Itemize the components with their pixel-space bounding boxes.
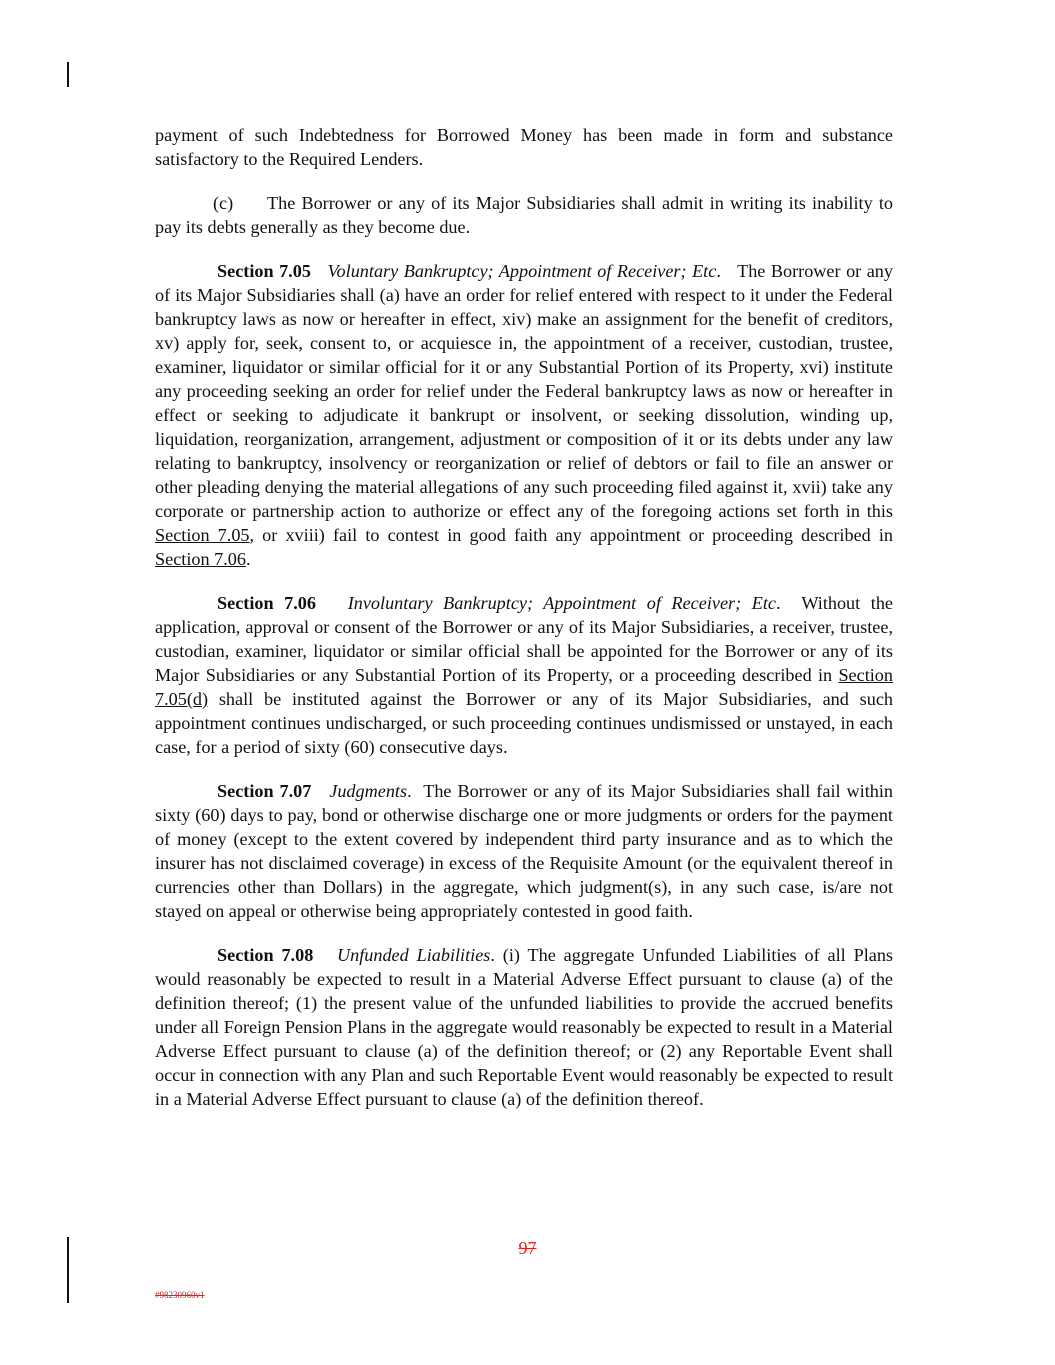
section-7-05-body-b: , or xviii) fail to contest in good faith any appointment or proceeding described in xyxy=(249,525,894,545)
section-7-07-title: Judgments xyxy=(329,781,408,801)
intro-paragraph: payment of such Indebtedness for Borrowed Money has been made in form and substance satisfactory to the Required Lenders. xyxy=(155,125,893,169)
document-id: #98230960v1 xyxy=(155,1290,205,1300)
section-7-06-body-b: shall be instituted against the Borrower or any of its Major Subsidiaries, and such appointment continues undischarged, or such proceeding continues undismissed or unstayed, in each case, for a period of sixty (60) consecutive days. xyxy=(155,689,893,757)
clause-c-number: (c) xyxy=(213,193,234,213)
section-7-05-title: Voluntary Bankruptcy; Appointment of Receiver; Etc xyxy=(327,261,717,281)
section-7-06-crossref-link[interactable]: Section 7.06 xyxy=(155,549,246,569)
section-7-05-crossref-link[interactable]: Section 7.05 xyxy=(155,525,250,545)
section-7-08: Section 7.08 Unfunded Liabilities. (i) The aggregate Unfunded Liabilities of all Plans would reasonably be expected to result in a Material Adverse Effect pursuant to clause (a) of the definition thereof; (1) the present value of the unfunded liabilities to provide the accrued benefits under all Foreign Pension Plans in the aggregate would reasonably be expected to result in a Material Adverse Effect pursuant to clause (a) of the definition thereof; or (2) any Reportable Event shall occur in connection with any Plan and such Reportable Event would reasonably be expected to result in a Material Adverse Effect pursuant to clause (a) of the definition thereof. xyxy=(155,945,894,1109)
section-7-06-title: Involuntary Bankruptcy; Appointment of Receiver; Etc xyxy=(347,593,776,613)
revision-bar-top xyxy=(67,62,69,87)
section-7-06-body-a: Without the application, approval or consent of the Borrower or any of its Major Subsidiaries, a receiver, trustee, custodian, examiner, liquidator or similar official shall be appointed for the Borrower or any of its Major Subsidiaries or any Substantial Portion of its Property, or a proceeding described in xyxy=(155,593,893,685)
page-number: 97 xyxy=(518,1238,537,1258)
section-7-05d-crossref-link[interactable]: Section 7.05(d) xyxy=(155,665,893,709)
clause-c-paragraph xyxy=(155,191,893,239)
section-7-06: Section 7.06 Involuntary Bankruptcy; Appointment of Receiver; Etc. Without the application, approval or consent of the Borrower or any of its Major Subsidiaries, a receiver, trustee, custodian, examiner, liquidator or similar official shall be appointed for the Borrower or any of its Major Subsidiaries or any Substantial Portion of its Property, or a proceeding described in Section 7.05(d) shall be instituted against the Borrower or any of its Major Subsidiaries, and such appointment continues undischarged, or such proceeding continues undismissed or unstayed, in each case, for a period of sixty (60) consecutive days. xyxy=(155,593,893,757)
section-7-07: Section 7.07 Judgments. The Borrower or any of its Major Subsidiaries shall fail within sixty (60) days to pay, bond or otherwise discharge one or more judgments or orders for the payment of money (except to the extent covered by independent third party insurance and as to which the insurer has not disclaimed coverage) in excess of the Requisite Amount (or the equivalent thereof in currencies other than Dollars) in the aggregate, which judgment(s), in any such case, is/are not stayed on appeal or otherwise being appropriately contested in good faith. xyxy=(155,781,893,921)
section-7-05-body-c: . xyxy=(245,549,251,569)
clause-c-text: The Borrower or any of its Major Subsidiaries shall admit in writing its inability to pay its debts generally as they become due. xyxy=(155,193,893,237)
section-7-08-title: Unfunded Liabilities xyxy=(336,945,491,965)
section-7-05: Section 7.05 Voluntary Bankruptcy; Appointment of Receiver; Etc. The Borrower or any of its Major Subsidiaries shall (a) have an order for relief entered with respect to it under the Federal bankruptcy laws as now or hereafter in effect, xiv) make an assignment for the benefit of creditors, xv) apply for, seek, consent to, or acquiesce in, the appointment of a receiver, custodian, trustee, examiner, liquidator or similar official for it or any Substantial Portion of its Property, xvi) institute any proceeding seeking an order for relief under the Federal bankruptcy laws as now or hereafter in effect or seeking to adjudicate it bankrupt or insolvent, or seeking dissolution, winding up, liquidation, reorganization, arrangement, adjustment or composition of it or its debts under any law relating to bankruptcy, insolvency or reorganization or relief of debtors or fail to file an answer or other pleading denying the material allegations of any such proceeding filed against it, xvii) take any corporate or partnership action to authorize or effect any of the foregoing actions set forth in this Section 7.05, or xviii) fail to contest in good faith any appointment or proceeding described in Section 7.06. xyxy=(155,261,894,569)
section-7-05-number: Section 7.05 xyxy=(217,261,311,281)
section-7-07-number: Section 7.07 xyxy=(217,781,312,801)
section-7-08-body: (i) The aggregate Unfunded Liabilities of all Plans would reasonably be expected to result in a Material Adverse Effect pursuant to clause (a) of the definition thereof; (1) the present value of the unfunded liabilities to provide the accrued benefits under all Foreign Pension Plans in the aggregate would reasonably be expected to result in a Material Adverse Effect pursuant to clause (a) of the definition thereof; or (2) any Reportable Event shall occur in connection with any Plan and such Reportable Event would reasonably be expected to result in a Material Adverse Effect pursuant to clause (a) of the definition thereof. xyxy=(155,945,894,1109)
section-7-08-number: Section 7.08 xyxy=(217,945,314,965)
document-body xyxy=(155,123,893,1131)
section-7-06-number: Section 7.06 xyxy=(217,593,316,613)
section-7-07-body: The Borrower or any of its Major Subsidiaries shall fail within sixty (60) days to pay, bond or otherwise discharge one or more judgments or orders for the payment of money (except to the extent covered by independent third party insurance and as to which the insurer has not disclaimed coverage) in excess of the Requisite Amount (or the equivalent thereof in currencies other than Dollars) in the aggregate, which judgment(s), in any such case, is/are not stayed on appeal or otherwise being appropriately contested in good faith. xyxy=(155,781,893,921)
section-7-05-body-a: The Borrower or any of its Major Subsidiaries shall (a) have an order for relief entered with respect to it under the Federal bankruptcy laws as now or hereafter in effect, xiv) make an assignment for the benefit of creditors, xv) apply for, seek, consent to, or acquiesce in, the appointment of a receiver, custodian, trustee, examiner, liquidator or similar official for it or any Substantial Portion of its Property, xvi) institute any proceeding seeking an order for relief under the Federal bankruptcy laws as now or hereafter in effect or seeking to adjudicate it bankrupt or insolvent, or seeking dissolution, winding up, liquidation, reorganization, arrangement, adjustment or composition of it or its debts under any law relating to bankruptcy, insolvency or reorganization or relief of debtors or fail to file an answer or other pleading denying the material allegations of any such proceeding filed against it, xvii) take any corporate or partnership action to authorize or effect any of the foregoing actions set forth in this xyxy=(155,261,893,521)
